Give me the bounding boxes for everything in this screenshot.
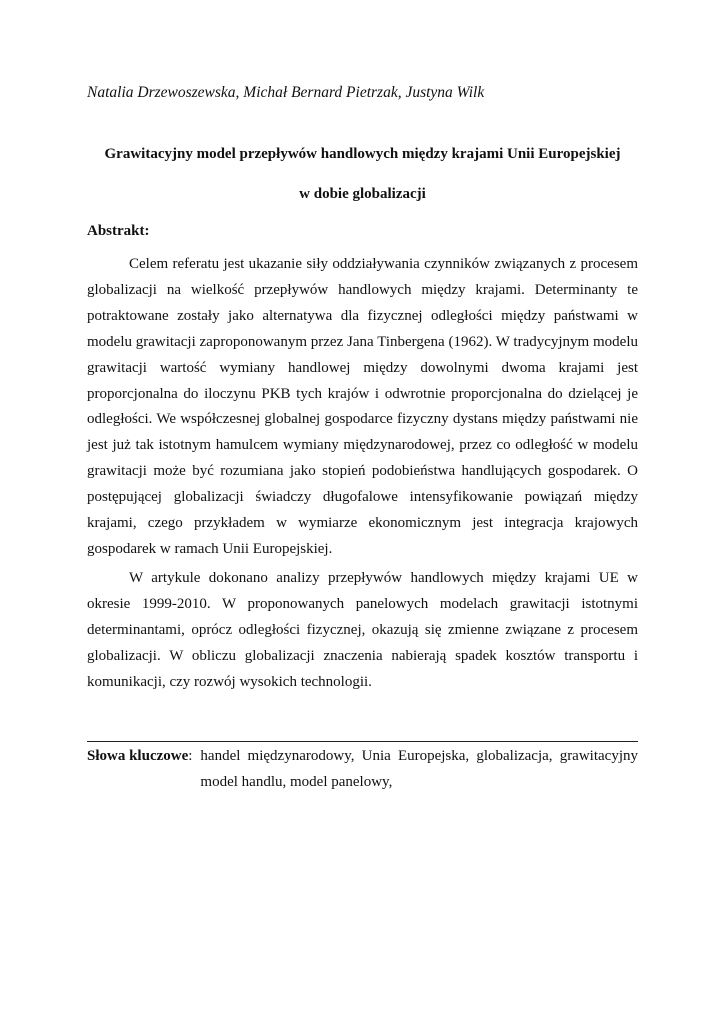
abstract-paragraph-2: W artykule dokonano analizy przepływów handlowych między krajami UE w okresie 1999-2010. W proponowanych panelowych modelach grawitacji istotnymi determinantami, oprócz odległości fizycznej, okazują się zmienne związane z procesem globalizacji. W obliczu globalizacji znaczenia nabierają spadek kosztów transportu i komunikacji, czy rozwój wysokich technologii. [87,570,638,690]
keywords-colon: : [188,748,193,764]
keywords-label: Słowa kluczowe [87,748,189,764]
keywords-section [87,744,638,796]
abstract-paragraph-1: Celem referatu jest ukazanie siły oddziaływania czynników związanych z procesem globalizacji na wielkość przepływów handlowych między krajami. Determinanty te potraktowane zostały jako alternatywa dla fizycznej odległości między państwami w modelu grawitacji zaproponowanym przez Jana Tinbergena (1962). W tradycyjnym modelu grawitacji wartość wymiany handlowej między dowolnymi dwoma krajami jest proporcjonalna do iloczynu PKB tych krajów i odwrotnie proporcjonalna do dzielącej je odległości. We współczesnej globalnej gospodarce fizyczny dystans między państwami nie jest już tak istotnym hamulcem wymiany międzynarodowej, przez co odległość w modelu grawitacji może być rozumiana jako stopień podobieństwa handlujących gospodarek. O postępującej globalizacji świadczy długofalowe intensyfikowanie powiązań między krajami, czego przykładem w wymiarze ekonomicznym jest integracja krajowych gospodarek w ramach Unii Europejskiej. [87,256,638,557]
document-page [87,0,638,1024]
paper-title-line-1: Grawitacyjny model przepływów handlowych między krajami Unii Europejskiej [104,146,621,162]
keywords-text: handel międzynarodowy, Unia Europejska, globalizacja, grawitacyjny model handlu, model panelowy, [200,748,638,790]
keywords-divider [87,741,638,742]
abstract-heading: Abstrakt: [87,223,150,239]
keywords-label-group [87,744,192,796]
paper-title-line-2: w dobie globalizacji [299,186,426,202]
authors-line: Natalia Drzewoszewska, Michał Bernard Pietrzak, Justyna Wilk [87,84,485,101]
